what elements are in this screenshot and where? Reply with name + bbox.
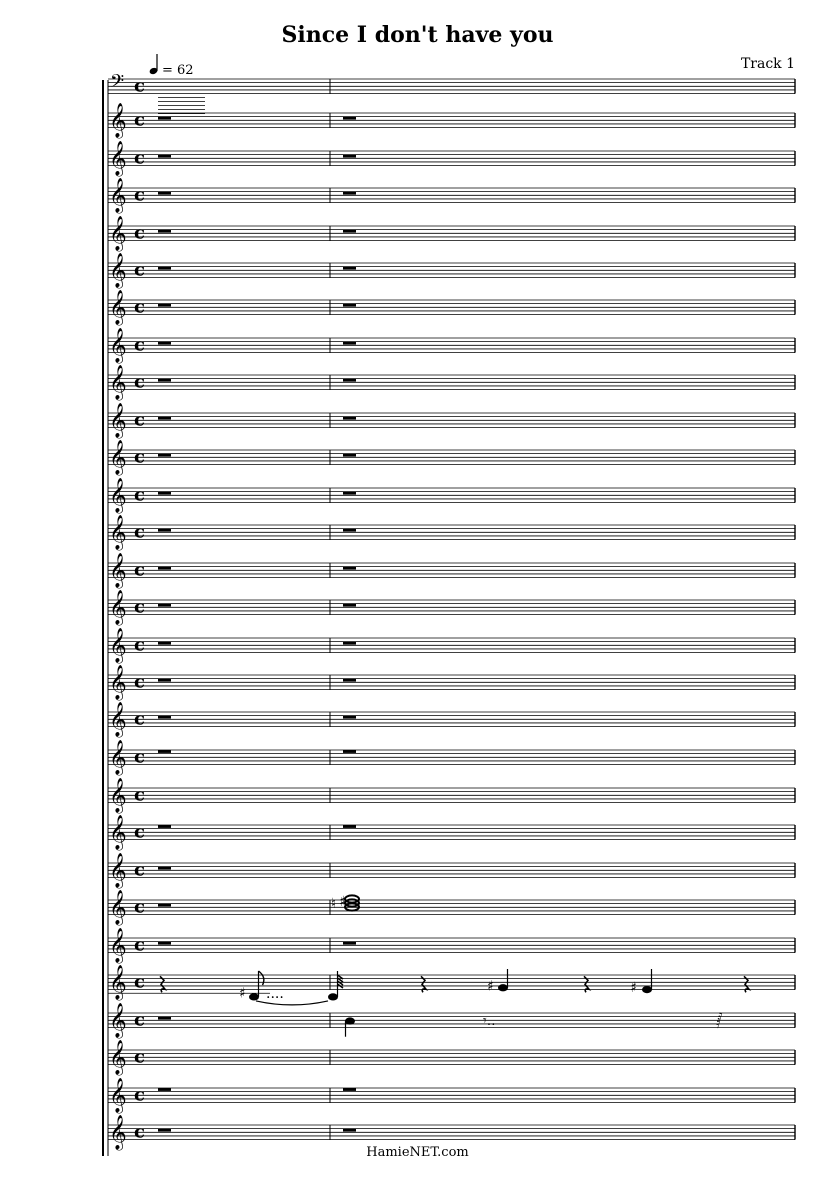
staff-10 (108, 403, 795, 439)
staff-2 (108, 103, 795, 139)
whole-rest (158, 867, 171, 870)
whole-rest (158, 1129, 171, 1132)
page-title: Since I don't have you (281, 22, 554, 48)
treble-clef: 𝄞 (109, 514, 127, 550)
treble-clef: 𝄞 (109, 140, 127, 176)
whole-rest (343, 679, 356, 682)
whole-rest (158, 567, 171, 570)
treble-clef: 𝄞 (109, 1002, 127, 1038)
whole-rest (158, 379, 171, 382)
time-signature: c (134, 147, 145, 169)
staff-9 (108, 365, 795, 401)
treble-clef: 𝄞 (109, 289, 127, 325)
time-signature: c (134, 559, 145, 581)
treble-clef: 𝄞 (109, 552, 127, 588)
whole-rest (158, 716, 171, 719)
staff-25 (108, 965, 795, 1005)
time-signature: c (134, 446, 145, 468)
staff-24 (108, 928, 795, 964)
time-signature: c (134, 821, 145, 843)
time-signature: c (134, 896, 145, 918)
staff-12 (108, 478, 795, 514)
time-signature: c (134, 75, 145, 97)
treble-clef: 𝄞 (109, 852, 127, 888)
whole-rest (343, 267, 356, 270)
bass-clef: 𝄢 (110, 71, 125, 97)
time-signature: c (134, 671, 145, 693)
whole-rest (158, 155, 171, 158)
staff-26 (108, 1003, 795, 1039)
treble-clef: 𝄞 (109, 964, 127, 1000)
whole-rest (343, 454, 356, 457)
whole-rest (158, 1017, 171, 1020)
treble-clef: 𝄞 (109, 252, 127, 288)
whole-rest (158, 342, 171, 345)
time-signature: c (134, 784, 145, 806)
time-signature: c (134, 184, 145, 206)
whole-rest (343, 304, 356, 307)
sharp-sign: ♯ (239, 985, 246, 1002)
treble-clef: 𝄞 (109, 364, 127, 400)
whole-rest (343, 716, 356, 719)
whole-rest (158, 904, 171, 907)
staff-4 (108, 178, 795, 214)
tempo-marking (149, 54, 194, 78)
staff-6 (108, 253, 795, 289)
time-signature: c (134, 1009, 145, 1031)
staff-13 (108, 515, 795, 551)
staff-28 (108, 1078, 795, 1114)
whole-rest (343, 825, 356, 828)
staff-15 (108, 590, 795, 626)
whole-rest (158, 117, 171, 120)
treble-clef: 𝄞 (109, 1077, 127, 1113)
time-signature: c (134, 371, 145, 393)
staff-16 (108, 628, 795, 664)
note-head (498, 984, 508, 991)
natural-sign: ♮ (331, 896, 337, 912)
treble-clef: 𝄞 (109, 439, 127, 475)
staff-14 (108, 553, 795, 589)
whole-rest (343, 342, 356, 345)
staff-20 (108, 778, 795, 814)
staff-21 (108, 815, 795, 851)
whole-rest (343, 750, 356, 753)
whole-rest (158, 454, 171, 457)
whole-rest (343, 1088, 356, 1091)
treble-clef: 𝄞 (109, 1114, 127, 1150)
short-rest: 𝅂 (716, 1013, 723, 1030)
whole-rest (158, 942, 171, 945)
sharp-sign: ♯ (487, 978, 494, 995)
whole-rest (343, 379, 356, 382)
whole-rest (158, 417, 171, 420)
staff-3 (108, 141, 795, 177)
treble-clef: 𝄞 (109, 664, 127, 700)
time-signature: c (134, 971, 145, 993)
whole-rest (343, 117, 356, 120)
treble-clef: 𝄞 (109, 402, 127, 438)
staff-23 (108, 890, 795, 926)
whole-rest (343, 230, 356, 233)
whole-rest (343, 604, 356, 607)
whole-rest (343, 1129, 356, 1132)
whole-rest (343, 417, 356, 420)
treble-clef: 𝄞 (109, 777, 127, 813)
whole-rest (343, 642, 356, 645)
staff-27 (108, 1040, 795, 1076)
time-signature: c (134, 334, 145, 356)
whole-rest (158, 679, 171, 682)
note-head (345, 1017, 355, 1024)
whole-rest (343, 529, 356, 532)
treble-clef: 𝄞 (109, 215, 127, 251)
time-signature: c (134, 259, 145, 281)
treble-clef: 𝄞 (109, 627, 127, 663)
treble-clef: 𝄞 (109, 927, 127, 963)
sharp-sign: ♯ (630, 980, 637, 997)
staff-22 (108, 853, 795, 889)
note-head (328, 993, 338, 1000)
time-signature: c (134, 222, 145, 244)
staff-8 (108, 328, 795, 364)
time-signature: c (134, 859, 145, 881)
treble-clef: 𝄞 (109, 102, 127, 138)
tempo-text: = 62 (162, 63, 194, 78)
time-signature: c (134, 634, 145, 656)
treble-clef: 𝄞 (109, 589, 127, 625)
treble-clef: 𝄞 (109, 739, 127, 775)
whole-rest (343, 942, 356, 945)
time-signature: c (134, 296, 145, 318)
note-head (642, 986, 652, 993)
treble-clef: 𝄞 (109, 477, 127, 513)
treble-clef: 𝄞 (109, 814, 127, 850)
staff-7 (108, 290, 795, 326)
whole-rest (158, 192, 171, 195)
time-signature: c (134, 521, 145, 543)
treble-clef: 𝄞 (109, 177, 127, 213)
time-signature: c (134, 1046, 145, 1068)
eighth-rest: 𝄾.. (483, 1013, 496, 1030)
whole-rest (158, 267, 171, 270)
treble-clef: 𝄞 (109, 889, 127, 925)
whole-rest (158, 492, 171, 495)
whole-rest (158, 304, 171, 307)
staff-17 (108, 665, 795, 701)
whole-rest (158, 1088, 171, 1091)
whole-rest (158, 750, 171, 753)
time-signature: c (134, 109, 145, 131)
whole-rest (158, 642, 171, 645)
staff-18 (108, 702, 795, 738)
treble-clef: 𝄞 (109, 1039, 127, 1075)
time-signature: c (134, 1084, 145, 1106)
time-signature: c (134, 934, 145, 956)
treble-clef: 𝄞 (109, 327, 127, 363)
time-signature: c (134, 596, 145, 618)
whole-rest (158, 529, 171, 532)
footer-text: HamieNET.com (366, 1145, 469, 1160)
time-signature: c (134, 409, 145, 431)
instrument-label: Track 1 (740, 56, 795, 72)
whole-rest (343, 192, 356, 195)
time-signature: c (134, 484, 145, 506)
staff-1 (108, 72, 795, 114)
staff-11 (108, 440, 795, 476)
dots: .... (266, 985, 284, 1002)
whole-rest (343, 567, 356, 570)
treble-clef: 𝄞 (109, 701, 127, 737)
time-signature: c (134, 708, 145, 730)
note-head (249, 993, 259, 1000)
whole-rest (158, 230, 171, 233)
staff-5 (108, 216, 795, 252)
whole-rest (158, 604, 171, 607)
time-signature: c (134, 746, 145, 768)
whole-rest (343, 492, 356, 495)
whole-rest (158, 825, 171, 828)
sharp-sign: ♯ (339, 894, 346, 910)
whole-rest (343, 155, 356, 158)
time-signature: c (134, 1121, 145, 1143)
note-flag (259, 971, 264, 985)
staff-19 (108, 740, 795, 776)
